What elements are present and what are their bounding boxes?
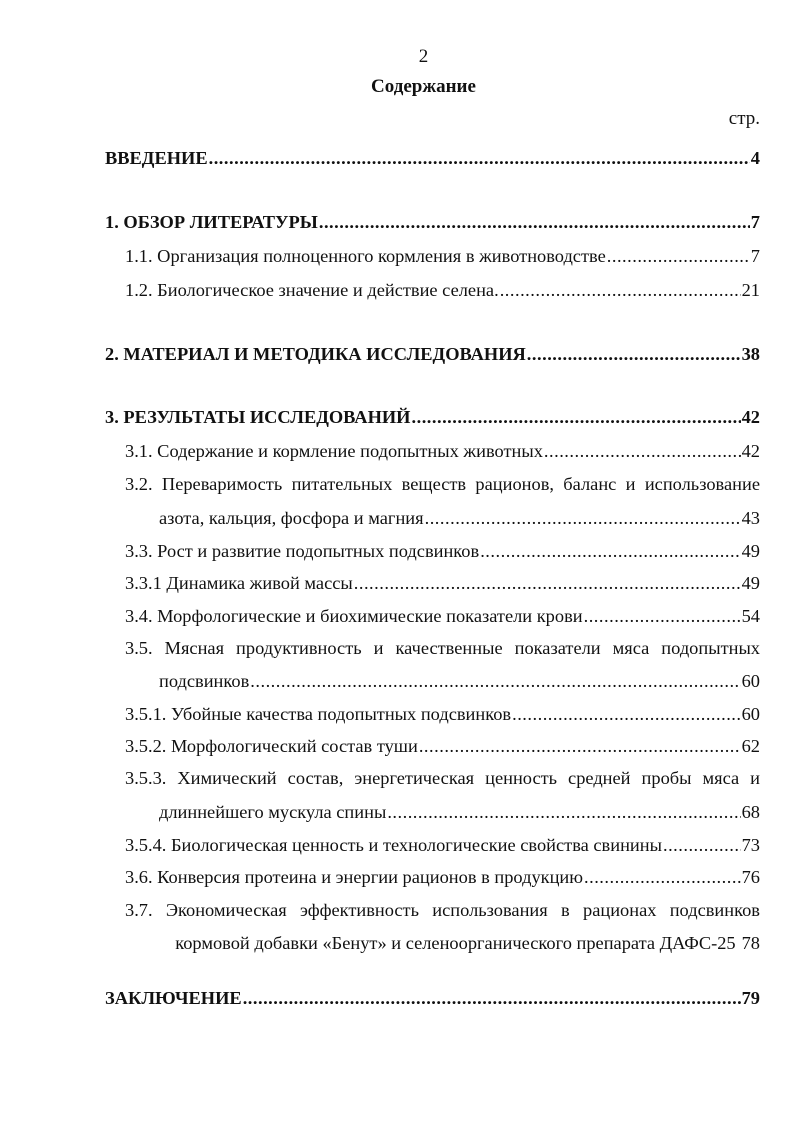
toc-entry-text: 3.4. Морфологические и биохимические показатели крови: [125, 606, 583, 626]
toc-entry-text-line2: длиннейшего мускула спины: [159, 802, 387, 822]
toc-leader-dots: [500, 279, 741, 301]
toc-entry-text-line1: 3.2. Переваримость питательных веществ рационов, баланс и использование: [125, 474, 760, 494]
toc-entry-page: 62: [741, 736, 760, 756]
toc-entry-page: 49: [741, 541, 760, 561]
toc-entry-page: 7: [750, 246, 760, 266]
toc-entry-page: 42: [741, 407, 760, 427]
toc-entry-page: 78: [741, 933, 760, 953]
toc-entry-1-1[interactable]: [125, 245, 760, 267]
toc-entry-3-7[interactable]: [125, 899, 760, 954]
toc-entry-text: 3.5.4. Биологическая ценность и технологические свойства свинины: [125, 835, 662, 855]
toc-entry-page: 38: [741, 344, 760, 364]
toc-entry-page: 60: [741, 671, 760, 691]
page-column-label: стр.: [728, 108, 760, 129]
page-number: 2: [418, 46, 429, 67]
toc-entry-3-5-1[interactable]: [125, 703, 760, 725]
toc-leader-dots: [209, 147, 750, 169]
toc-entry-3-4[interactable]: [125, 605, 760, 627]
toc-entry-page: 76: [741, 867, 760, 887]
toc-entry-text: 3.6. Конверсия протеина и энергии рационов в продукцию: [125, 867, 584, 887]
toc-entry-page: 68: [741, 802, 760, 822]
toc-leader-dots: [319, 211, 750, 233]
toc-entry-page: 49: [741, 573, 760, 593]
toc-leader-dots: [412, 406, 741, 428]
toc-entry-3-5-4[interactable]: [125, 834, 760, 856]
toc-entry-text: 3.3.1 Динамика живой массы: [125, 573, 353, 593]
toc-leader-dots: [544, 440, 741, 462]
toc-entry-3-2[interactable]: [125, 473, 760, 529]
toc-entry-page: 73: [741, 835, 760, 855]
toc-entry-text: 3.3. Рост и развитие подопытных подсвинков: [125, 541, 480, 561]
toc-entry-text: 1.1. Организация полноценного кормления в животноводстве: [125, 246, 606, 266]
toc-entry-page: 79: [741, 988, 760, 1008]
toc-leader-dots: [250, 670, 740, 692]
toc-entry-text: 3.5.1. Убойные качества подопытных подсвинков: [125, 704, 512, 724]
toc-leader-dots: [419, 735, 741, 757]
toc-leader-dots: [607, 245, 750, 267]
toc-leader-dots: [480, 540, 740, 562]
toc-entry-chapter-1[interactable]: [105, 211, 760, 233]
toc-entry-3-5-3[interactable]: [125, 767, 760, 823]
toc-entry-text: 1. ОБЗОР ЛИТЕРАТУРЫ: [105, 212, 318, 232]
toc-leader-dots: [584, 605, 741, 627]
toc-entry-page: 21: [741, 280, 760, 300]
toc-entry-text-line1: 3.5.3. Химический состав, энергетическая ценность средней пробы мяса и: [125, 768, 760, 788]
toc-entry-3-3[interactable]: [125, 540, 760, 562]
toc-entry-3-5-2[interactable]: [125, 735, 760, 757]
toc-entry-1-2[interactable]: [125, 279, 760, 301]
toc-leader-dots: [663, 834, 741, 856]
toc-entry-page: 42: [741, 441, 760, 461]
toc-leader-dots: [425, 507, 741, 529]
toc-leader-dots: [584, 866, 741, 888]
toc-leader-dots: [243, 987, 741, 1009]
toc-entry-text: 3.1. Содержание и кормление подопытных животных: [125, 441, 543, 461]
toc-entry-text: ВВЕДЕНИЕ: [105, 148, 208, 168]
toc-entry-page: 7: [750, 212, 760, 232]
toc-entry-page: 4: [750, 148, 760, 168]
toc-entry-3-1[interactable]: [125, 440, 760, 462]
toc-entry-introduction[interactable]: [105, 147, 760, 169]
toc-title: Содержание: [371, 76, 476, 97]
toc-entry-page: 43: [741, 508, 760, 528]
toc-leader-dots: [527, 343, 741, 365]
toc-entry-chapter-2[interactable]: [105, 343, 760, 365]
toc-entry-text: 2. МАТЕРИАЛ И МЕТОДИКА ИССЛЕДОВАНИЯ: [105, 344, 526, 364]
toc-entry-text-line2: азота, кальция, фосфора и магния: [159, 508, 424, 528]
toc-entry-text-line2: подсвинков: [159, 671, 250, 691]
toc-entry-text: 1.2. Биологическое значение и действие селена.: [125, 280, 499, 300]
toc-entry-text: 3.5.2. Морфологический состав туши: [125, 736, 418, 756]
toc-entry-page: 60: [741, 704, 760, 724]
toc-entry-3-6[interactable]: [125, 866, 760, 888]
toc-entry-text: 3. РЕЗУЛЬТАТЫ ИССЛЕДОВАНИЙ: [105, 407, 411, 427]
toc-entry-3-5[interactable]: [125, 637, 760, 692]
toc-entry-chapter-3[interactable]: [105, 406, 760, 428]
toc-leader-dots: [387, 801, 740, 823]
toc-entry-text: ЗАКЛЮЧЕНИЕ: [105, 988, 242, 1008]
toc-leader-dots: [354, 572, 741, 594]
toc-entry-text-line1: 3.7. Экономическая эффективность использования в рационах подсвинков: [125, 900, 760, 920]
toc-entry-conclusion[interactable]: [105, 987, 760, 1009]
toc-entry-text-line1: 3.5. Мясная продуктивность и качественные показатели мяса подопытных: [125, 638, 760, 658]
toc-entry-3-3-1[interactable]: [125, 572, 760, 594]
toc-leader-dots: [512, 703, 741, 725]
toc-entry-text-line2: кормовой добавки «Бенут» и селеноорганического препарата ДАФС-25: [175, 933, 736, 953]
toc-entry-page: 54: [741, 606, 760, 626]
